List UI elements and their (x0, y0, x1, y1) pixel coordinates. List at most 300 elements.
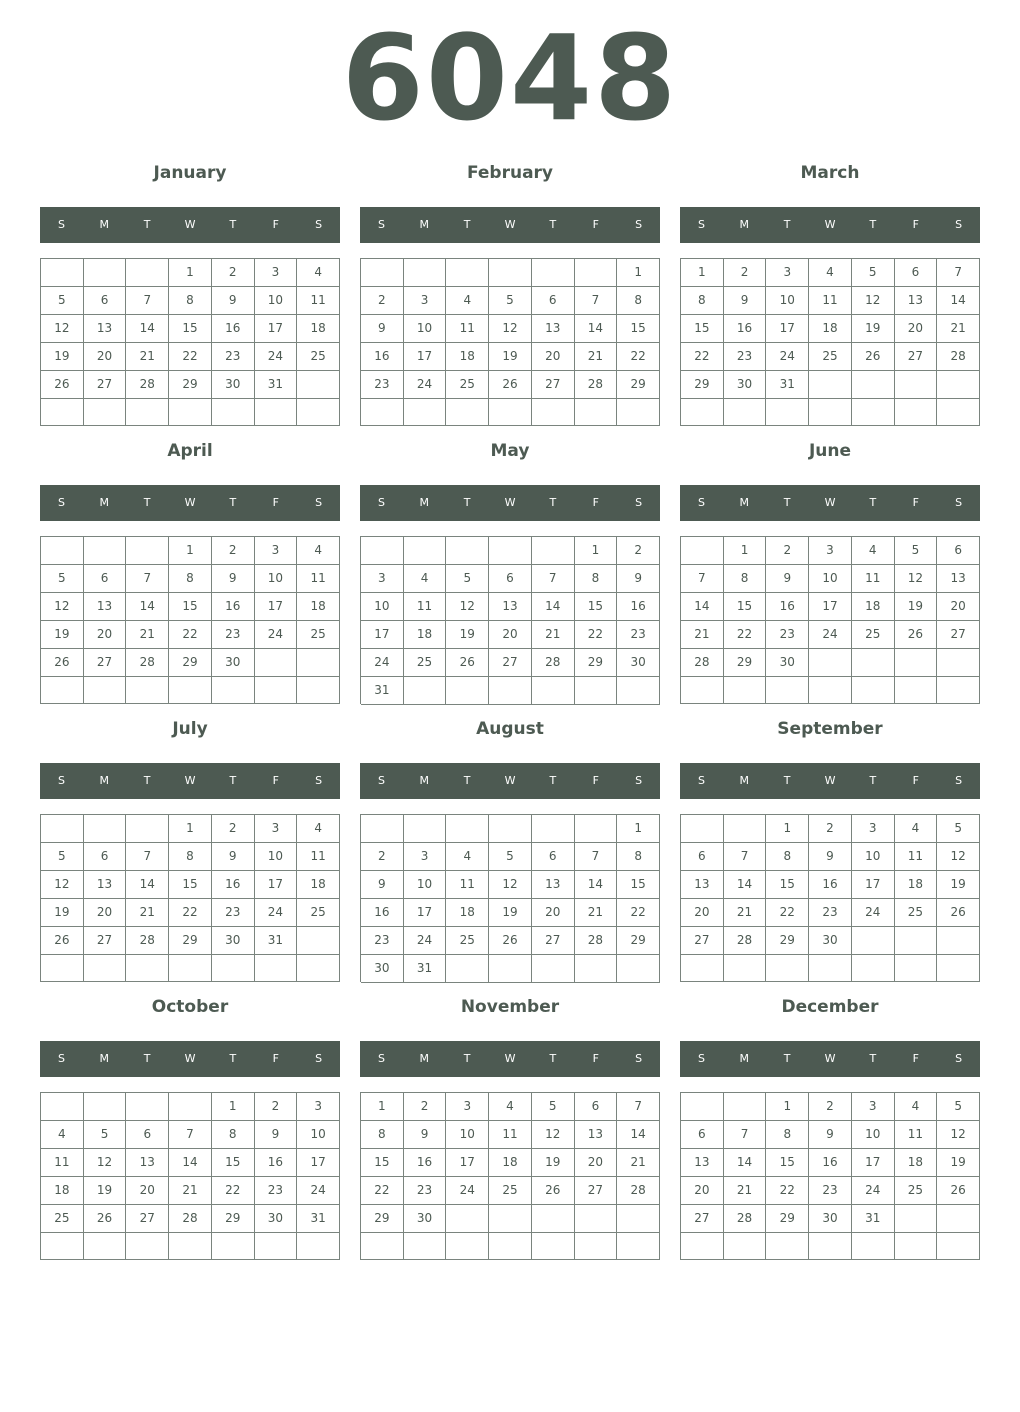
day-cell[interactable]: 20 (895, 315, 938, 343)
day-cell[interactable]: 2 (361, 843, 404, 871)
day-cell[interactable]: 22 (575, 621, 618, 649)
day-cell[interactable]: 21 (617, 1149, 660, 1177)
day-cell[interactable]: 17 (297, 1149, 340, 1177)
day-cell[interactable]: 9 (361, 315, 404, 343)
day-cell[interactable]: 9 (212, 565, 255, 593)
day-cell[interactable]: 19 (852, 315, 895, 343)
day-cell[interactable]: 18 (41, 1177, 84, 1205)
day-cell[interactable]: 14 (937, 287, 980, 315)
day-cell[interactable]: 2 (766, 537, 809, 565)
day-cell[interactable]: 24 (404, 927, 447, 955)
day-cell[interactable]: 16 (809, 871, 852, 899)
day-cell[interactable]: 21 (724, 899, 767, 927)
day-cell[interactable]: 22 (724, 621, 767, 649)
day-cell[interactable]: 7 (724, 843, 767, 871)
day-cell[interactable]: 2 (809, 815, 852, 843)
day-cell[interactable]: 11 (809, 287, 852, 315)
day-cell[interactable]: 19 (895, 593, 938, 621)
day-cell[interactable]: 10 (404, 315, 447, 343)
day-cell[interactable]: 7 (169, 1121, 212, 1149)
day-cell[interactable]: 8 (169, 287, 212, 315)
day-cell[interactable]: 4 (446, 287, 489, 315)
day-cell[interactable]: 23 (766, 621, 809, 649)
day-cell[interactable]: 29 (361, 1205, 404, 1233)
day-cell[interactable]: 26 (446, 649, 489, 677)
day-cell[interactable]: 11 (852, 565, 895, 593)
day-cell[interactable]: 17 (404, 899, 447, 927)
day-cell[interactable]: 28 (724, 1205, 767, 1233)
day-cell[interactable]: 17 (809, 593, 852, 621)
day-cell[interactable]: 31 (766, 371, 809, 399)
day-cell[interactable]: 15 (575, 593, 618, 621)
day-cell[interactable]: 16 (617, 593, 660, 621)
day-cell[interactable]: 16 (212, 871, 255, 899)
day-cell[interactable]: 12 (895, 565, 938, 593)
day-cell[interactable]: 26 (489, 927, 532, 955)
day-cell[interactable]: 13 (532, 315, 575, 343)
day-cell[interactable]: 25 (489, 1177, 532, 1205)
day-cell[interactable]: 7 (126, 565, 169, 593)
day-cell[interactable]: 30 (212, 371, 255, 399)
day-cell[interactable]: 10 (852, 1121, 895, 1149)
day-cell[interactable]: 4 (297, 259, 340, 287)
day-cell[interactable]: 24 (255, 343, 298, 371)
day-cell[interactable]: 6 (84, 565, 127, 593)
day-cell[interactable]: 19 (937, 1149, 980, 1177)
day-cell[interactable]: 25 (404, 649, 447, 677)
day-cell[interactable]: 26 (41, 371, 84, 399)
day-cell[interactable]: 22 (361, 1177, 404, 1205)
day-cell[interactable]: 22 (169, 621, 212, 649)
day-cell[interactable]: 4 (895, 815, 938, 843)
day-cell[interactable]: 26 (532, 1177, 575, 1205)
day-cell[interactable]: 14 (169, 1149, 212, 1177)
day-cell[interactable]: 11 (895, 843, 938, 871)
day-cell[interactable]: 22 (169, 343, 212, 371)
day-cell[interactable]: 9 (724, 287, 767, 315)
day-cell[interactable]: 7 (532, 565, 575, 593)
day-cell[interactable]: 23 (724, 343, 767, 371)
day-cell[interactable]: 5 (937, 1093, 980, 1121)
day-cell[interactable]: 28 (126, 649, 169, 677)
day-cell[interactable]: 8 (212, 1121, 255, 1149)
day-cell[interactable]: 12 (532, 1121, 575, 1149)
day-cell[interactable]: 12 (446, 593, 489, 621)
day-cell[interactable]: 12 (937, 1121, 980, 1149)
day-cell[interactable]: 31 (361, 677, 404, 705)
day-cell[interactable]: 29 (169, 927, 212, 955)
day-cell[interactable]: 1 (766, 1093, 809, 1121)
day-cell[interactable]: 21 (126, 899, 169, 927)
day-cell[interactable]: 2 (212, 259, 255, 287)
day-cell[interactable]: 21 (681, 621, 724, 649)
day-cell[interactable]: 6 (532, 287, 575, 315)
day-cell[interactable]: 4 (404, 565, 447, 593)
day-cell[interactable]: 12 (41, 871, 84, 899)
day-cell[interactable]: 16 (212, 315, 255, 343)
day-cell[interactable]: 2 (255, 1093, 298, 1121)
day-cell[interactable]: 18 (895, 871, 938, 899)
day-cell[interactable]: 11 (489, 1121, 532, 1149)
day-cell[interactable]: 21 (575, 343, 618, 371)
day-cell[interactable]: 27 (681, 927, 724, 955)
day-cell[interactable]: 16 (404, 1149, 447, 1177)
day-cell[interactable]: 27 (126, 1205, 169, 1233)
day-cell[interactable]: 8 (361, 1121, 404, 1149)
day-cell[interactable]: 10 (255, 565, 298, 593)
day-cell[interactable]: 2 (809, 1093, 852, 1121)
day-cell[interactable]: 10 (446, 1121, 489, 1149)
day-cell[interactable]: 4 (852, 537, 895, 565)
day-cell[interactable]: 19 (446, 621, 489, 649)
day-cell[interactable]: 14 (724, 1149, 767, 1177)
day-cell[interactable]: 15 (766, 1149, 809, 1177)
day-cell[interactable]: 1 (617, 815, 660, 843)
day-cell[interactable]: 13 (681, 1149, 724, 1177)
day-cell[interactable]: 8 (681, 287, 724, 315)
day-cell[interactable]: 5 (446, 565, 489, 593)
day-cell[interactable]: 8 (617, 843, 660, 871)
day-cell[interactable]: 19 (937, 871, 980, 899)
day-cell[interactable]: 3 (297, 1093, 340, 1121)
day-cell[interactable]: 30 (724, 371, 767, 399)
day-cell[interactable]: 19 (84, 1177, 127, 1205)
day-cell[interactable]: 18 (404, 621, 447, 649)
day-cell[interactable]: 16 (212, 593, 255, 621)
day-cell[interactable]: 20 (532, 899, 575, 927)
day-cell[interactable]: 13 (937, 565, 980, 593)
day-cell[interactable]: 23 (212, 621, 255, 649)
day-cell[interactable]: 24 (446, 1177, 489, 1205)
day-cell[interactable]: 6 (489, 565, 532, 593)
day-cell[interactable]: 15 (681, 315, 724, 343)
day-cell[interactable]: 19 (489, 899, 532, 927)
day-cell[interactable]: 27 (681, 1205, 724, 1233)
day-cell[interactable]: 9 (361, 871, 404, 899)
day-cell[interactable]: 8 (766, 843, 809, 871)
day-cell[interactable]: 1 (169, 537, 212, 565)
day-cell[interactable]: 23 (617, 621, 660, 649)
day-cell[interactable]: 30 (404, 1205, 447, 1233)
day-cell[interactable]: 17 (852, 1149, 895, 1177)
day-cell[interactable]: 31 (404, 955, 447, 983)
day-cell[interactable]: 7 (724, 1121, 767, 1149)
day-cell[interactable]: 27 (84, 927, 127, 955)
day-cell[interactable]: 3 (852, 1093, 895, 1121)
day-cell[interactable]: 18 (809, 315, 852, 343)
day-cell[interactable]: 11 (41, 1149, 84, 1177)
day-cell[interactable]: 17 (766, 315, 809, 343)
day-cell[interactable]: 4 (297, 815, 340, 843)
day-cell[interactable]: 29 (766, 1205, 809, 1233)
day-cell[interactable]: 9 (766, 565, 809, 593)
day-cell[interactable]: 4 (489, 1093, 532, 1121)
day-cell[interactable]: 29 (681, 371, 724, 399)
day-cell[interactable]: 31 (852, 1205, 895, 1233)
day-cell[interactable]: 9 (617, 565, 660, 593)
day-cell[interactable]: 26 (937, 1177, 980, 1205)
day-cell[interactable]: 24 (766, 343, 809, 371)
day-cell[interactable]: 6 (84, 843, 127, 871)
day-cell[interactable]: 22 (617, 343, 660, 371)
day-cell[interactable]: 10 (255, 843, 298, 871)
day-cell[interactable]: 5 (489, 843, 532, 871)
day-cell[interactable]: 4 (297, 537, 340, 565)
day-cell[interactable]: 30 (809, 1205, 852, 1233)
day-cell[interactable]: 31 (297, 1205, 340, 1233)
day-cell[interactable]: 26 (41, 649, 84, 677)
day-cell[interactable]: 13 (895, 287, 938, 315)
day-cell[interactable]: 31 (255, 371, 298, 399)
day-cell[interactable]: 19 (41, 621, 84, 649)
day-cell[interactable]: 13 (575, 1121, 618, 1149)
day-cell[interactable]: 27 (489, 649, 532, 677)
day-cell[interactable]: 11 (297, 565, 340, 593)
day-cell[interactable]: 30 (361, 955, 404, 983)
day-cell[interactable]: 14 (681, 593, 724, 621)
day-cell[interactable]: 28 (575, 927, 618, 955)
day-cell[interactable]: 25 (446, 371, 489, 399)
day-cell[interactable]: 5 (532, 1093, 575, 1121)
day-cell[interactable]: 22 (617, 899, 660, 927)
day-cell[interactable]: 12 (84, 1149, 127, 1177)
day-cell[interactable]: 19 (41, 343, 84, 371)
day-cell[interactable]: 21 (532, 621, 575, 649)
day-cell[interactable]: 12 (489, 315, 532, 343)
day-cell[interactable]: 14 (126, 593, 169, 621)
day-cell[interactable]: 2 (361, 287, 404, 315)
day-cell[interactable]: 23 (404, 1177, 447, 1205)
day-cell[interactable]: 3 (255, 259, 298, 287)
day-cell[interactable]: 1 (169, 815, 212, 843)
day-cell[interactable]: 23 (361, 371, 404, 399)
day-cell[interactable]: 27 (532, 371, 575, 399)
day-cell[interactable]: 31 (255, 927, 298, 955)
day-cell[interactable]: 1 (681, 259, 724, 287)
day-cell[interactable]: 20 (681, 1177, 724, 1205)
day-cell[interactable]: 26 (489, 371, 532, 399)
day-cell[interactable]: 22 (169, 899, 212, 927)
day-cell[interactable]: 6 (681, 843, 724, 871)
day-cell[interactable]: 3 (809, 537, 852, 565)
day-cell[interactable]: 1 (169, 259, 212, 287)
day-cell[interactable]: 25 (297, 621, 340, 649)
day-cell[interactable]: 25 (446, 927, 489, 955)
day-cell[interactable]: 6 (84, 287, 127, 315)
day-cell[interactable]: 29 (169, 371, 212, 399)
day-cell[interactable]: 3 (361, 565, 404, 593)
day-cell[interactable]: 28 (617, 1177, 660, 1205)
day-cell[interactable]: 11 (404, 593, 447, 621)
day-cell[interactable]: 12 (41, 593, 84, 621)
day-cell[interactable]: 20 (532, 343, 575, 371)
day-cell[interactable]: 24 (809, 621, 852, 649)
day-cell[interactable]: 15 (169, 871, 212, 899)
day-cell[interactable]: 9 (255, 1121, 298, 1149)
day-cell[interactable]: 17 (361, 621, 404, 649)
day-cell[interactable]: 24 (361, 649, 404, 677)
day-cell[interactable]: 17 (446, 1149, 489, 1177)
day-cell[interactable]: 6 (937, 537, 980, 565)
day-cell[interactable]: 14 (575, 315, 618, 343)
day-cell[interactable]: 1 (724, 537, 767, 565)
day-cell[interactable]: 20 (937, 593, 980, 621)
day-cell[interactable]: 30 (617, 649, 660, 677)
day-cell[interactable]: 22 (212, 1177, 255, 1205)
day-cell[interactable]: 13 (681, 871, 724, 899)
day-cell[interactable]: 28 (937, 343, 980, 371)
day-cell[interactable]: 22 (766, 1177, 809, 1205)
day-cell[interactable]: 7 (575, 843, 618, 871)
day-cell[interactable]: 5 (84, 1121, 127, 1149)
day-cell[interactable]: 15 (724, 593, 767, 621)
day-cell[interactable]: 6 (126, 1121, 169, 1149)
day-cell[interactable]: 30 (212, 649, 255, 677)
day-cell[interactable]: 27 (84, 649, 127, 677)
day-cell[interactable]: 28 (724, 927, 767, 955)
day-cell[interactable]: 16 (361, 899, 404, 927)
day-cell[interactable]: 9 (212, 843, 255, 871)
day-cell[interactable]: 12 (41, 315, 84, 343)
day-cell[interactable]: 3 (852, 815, 895, 843)
day-cell[interactable]: 9 (809, 1121, 852, 1149)
day-cell[interactable]: 15 (169, 315, 212, 343)
day-cell[interactable]: 28 (575, 371, 618, 399)
day-cell[interactable]: 10 (766, 287, 809, 315)
day-cell[interactable]: 23 (212, 343, 255, 371)
day-cell[interactable]: 20 (84, 343, 127, 371)
day-cell[interactable]: 18 (446, 343, 489, 371)
day-cell[interactable]: 6 (895, 259, 938, 287)
day-cell[interactable]: 18 (489, 1149, 532, 1177)
day-cell[interactable]: 7 (575, 287, 618, 315)
day-cell[interactable]: 28 (126, 927, 169, 955)
day-cell[interactable]: 27 (532, 927, 575, 955)
day-cell[interactable]: 24 (297, 1177, 340, 1205)
day-cell[interactable]: 6 (681, 1121, 724, 1149)
day-cell[interactable]: 23 (361, 927, 404, 955)
day-cell[interactable]: 27 (895, 343, 938, 371)
day-cell[interactable]: 15 (617, 315, 660, 343)
day-cell[interactable]: 27 (575, 1177, 618, 1205)
day-cell[interactable]: 18 (446, 899, 489, 927)
day-cell[interactable]: 30 (255, 1205, 298, 1233)
day-cell[interactable]: 1 (766, 815, 809, 843)
day-cell[interactable]: 13 (489, 593, 532, 621)
day-cell[interactable]: 28 (532, 649, 575, 677)
day-cell[interactable]: 25 (852, 621, 895, 649)
day-cell[interactable]: 5 (852, 259, 895, 287)
day-cell[interactable]: 9 (809, 843, 852, 871)
day-cell[interactable]: 3 (255, 537, 298, 565)
day-cell[interactable]: 29 (766, 927, 809, 955)
day-cell[interactable]: 24 (852, 1177, 895, 1205)
day-cell[interactable]: 26 (852, 343, 895, 371)
day-cell[interactable]: 17 (255, 315, 298, 343)
day-cell[interactable]: 14 (617, 1121, 660, 1149)
day-cell[interactable]: 9 (404, 1121, 447, 1149)
day-cell[interactable]: 21 (126, 621, 169, 649)
day-cell[interactable]: 14 (575, 871, 618, 899)
day-cell[interactable]: 19 (532, 1149, 575, 1177)
day-cell[interactable]: 30 (809, 927, 852, 955)
day-cell[interactable]: 23 (809, 1177, 852, 1205)
day-cell[interactable]: 20 (681, 899, 724, 927)
day-cell[interactable]: 18 (297, 593, 340, 621)
day-cell[interactable]: 11 (895, 1121, 938, 1149)
day-cell[interactable]: 4 (41, 1121, 84, 1149)
day-cell[interactable]: 20 (84, 621, 127, 649)
day-cell[interactable]: 8 (617, 287, 660, 315)
day-cell[interactable]: 27 (937, 621, 980, 649)
day-cell[interactable]: 29 (724, 649, 767, 677)
day-cell[interactable]: 16 (255, 1149, 298, 1177)
day-cell[interactable]: 6 (575, 1093, 618, 1121)
day-cell[interactable]: 4 (446, 843, 489, 871)
day-cell[interactable]: 10 (361, 593, 404, 621)
day-cell[interactable]: 13 (84, 315, 127, 343)
day-cell[interactable]: 7 (617, 1093, 660, 1121)
day-cell[interactable]: 29 (617, 927, 660, 955)
day-cell[interactable]: 30 (766, 649, 809, 677)
day-cell[interactable]: 10 (852, 843, 895, 871)
day-cell[interactable]: 5 (41, 565, 84, 593)
day-cell[interactable]: 12 (937, 843, 980, 871)
day-cell[interactable]: 26 (84, 1205, 127, 1233)
day-cell[interactable]: 25 (297, 343, 340, 371)
day-cell[interactable]: 5 (937, 815, 980, 843)
day-cell[interactable]: 11 (297, 843, 340, 871)
day-cell[interactable]: 7 (681, 565, 724, 593)
day-cell[interactable]: 25 (297, 899, 340, 927)
day-cell[interactable]: 1 (361, 1093, 404, 1121)
day-cell[interactable]: 14 (126, 315, 169, 343)
day-cell[interactable]: 29 (169, 649, 212, 677)
day-cell[interactable]: 3 (404, 843, 447, 871)
day-cell[interactable]: 26 (41, 927, 84, 955)
day-cell[interactable]: 8 (169, 843, 212, 871)
day-cell[interactable]: 2 (212, 537, 255, 565)
day-cell[interactable]: 3 (766, 259, 809, 287)
day-cell[interactable]: 22 (766, 899, 809, 927)
day-cell[interactable]: 13 (84, 593, 127, 621)
day-cell[interactable]: 1 (212, 1093, 255, 1121)
day-cell[interactable]: 1 (617, 259, 660, 287)
day-cell[interactable]: 24 (255, 899, 298, 927)
day-cell[interactable]: 13 (126, 1149, 169, 1177)
day-cell[interactable]: 5 (489, 287, 532, 315)
day-cell[interactable]: 3 (404, 287, 447, 315)
day-cell[interactable]: 28 (681, 649, 724, 677)
day-cell[interactable]: 14 (724, 871, 767, 899)
day-cell[interactable]: 15 (617, 871, 660, 899)
day-cell[interactable]: 17 (255, 593, 298, 621)
day-cell[interactable]: 24 (255, 621, 298, 649)
day-cell[interactable]: 21 (724, 1177, 767, 1205)
day-cell[interactable]: 15 (766, 871, 809, 899)
day-cell[interactable]: 16 (809, 1149, 852, 1177)
day-cell[interactable]: 16 (766, 593, 809, 621)
day-cell[interactable]: 4 (809, 259, 852, 287)
day-cell[interactable]: 25 (809, 343, 852, 371)
day-cell[interactable]: 29 (575, 649, 618, 677)
day-cell[interactable]: 7 (937, 259, 980, 287)
day-cell[interactable]: 24 (852, 899, 895, 927)
day-cell[interactable]: 23 (255, 1177, 298, 1205)
day-cell[interactable]: 17 (404, 343, 447, 371)
day-cell[interactable]: 18 (297, 871, 340, 899)
day-cell[interactable]: 15 (212, 1149, 255, 1177)
